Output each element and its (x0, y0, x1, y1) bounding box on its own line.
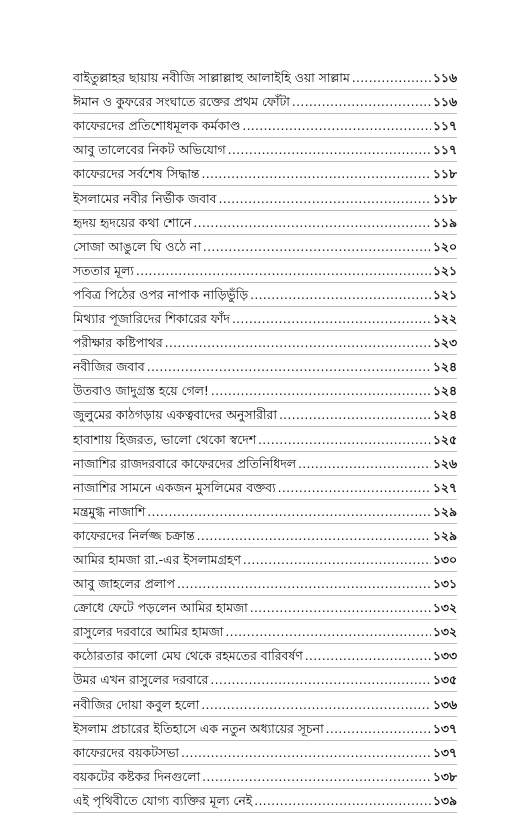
toc-entry-title: হৃদয় হৃদয়ের কথা শোনে (73, 214, 192, 230)
toc-leader-dots (250, 284, 431, 306)
toc-entry (73, 765, 457, 789)
toc-entry (73, 307, 457, 331)
toc-leader-dots (136, 260, 431, 282)
toc-entry (73, 741, 457, 765)
toc-entry (73, 789, 457, 813)
toc-entry-page: ১৩০ (432, 551, 457, 567)
toc-entry (73, 620, 457, 644)
toc-entry (73, 162, 457, 186)
toc-entry (73, 379, 457, 403)
toc-entry-page: ১২৯ (432, 527, 457, 543)
toc-entry (73, 452, 457, 476)
toc-leader-dots (243, 549, 431, 571)
toc-leader-dots (352, 67, 431, 89)
toc-entry-title: ইসলাম প্রচারের ইতিহাসে এক নতুন অধ্যায়ের সূচনা (73, 720, 324, 736)
toc-leader-dots (203, 236, 431, 258)
toc-leader-dots (258, 429, 431, 451)
toc-entry-page: ১৩৬ (432, 696, 457, 712)
toc-entry-page: ১৩৩ (432, 648, 457, 664)
toc-entry-title: বাইতুল্লাহর ছায়ায় নবীজি সাল্লাল্লাহু আলাইহি ওয়া সাল্লাম (73, 70, 350, 86)
toc-leader-dots (147, 501, 431, 523)
toc-leader-dots (147, 356, 431, 378)
toc-entry (73, 66, 457, 90)
toc-entry-page: ১২১ (432, 286, 457, 302)
toc-leader-dots (201, 163, 430, 185)
toc-entry-page: ১১৬ (432, 70, 457, 86)
toc-entry-page: ১২০ (432, 238, 457, 254)
toc-leader-dots (232, 308, 431, 330)
toc-entry (73, 524, 457, 548)
toc-entry (73, 235, 457, 259)
toc-entry-title: নবীজির দোয়া কবুল হলো (73, 696, 200, 712)
toc-entry-page: ১৩৭ (432, 720, 457, 736)
toc-leader-dots (177, 573, 431, 595)
toc-entry (73, 211, 457, 235)
toc-entry-page: ১২৪ (432, 383, 457, 399)
toc-entry-page: ১২৯ (432, 503, 457, 519)
toc-entry-title: কাফেরদের সর্বশেষ সিদ্ধান্ত (73, 166, 200, 182)
toc-entry-title: আমির হামজা রা.-এর ইসলামগ্রহণ (73, 551, 241, 567)
table-of-contents (73, 66, 457, 813)
toc-entry (73, 500, 457, 524)
toc-leader-dots (181, 742, 431, 764)
toc-leader-dots (210, 669, 431, 691)
toc-entry (73, 138, 457, 162)
toc-entry-title: মন্ত্রমুগ্ধ নাজাশি (73, 503, 146, 519)
toc-entry (73, 476, 457, 500)
toc-leader-dots (225, 621, 430, 643)
toc-entry-page: ১৩২ (432, 624, 457, 640)
toc-entry-page: ১২৩ (432, 335, 457, 351)
toc-entry-page: ১১৭ (432, 118, 457, 134)
toc-entry-page: ১২৬ (432, 455, 457, 471)
toc-entry-page: ১২১ (432, 262, 457, 278)
toc-entry (73, 331, 457, 355)
toc-entry-title: সোজা আঙুলে ঘি ওঠে না (73, 238, 201, 254)
toc-leader-dots (254, 790, 431, 812)
toc-entry-page: ১২৫ (432, 431, 457, 447)
toc-leader-dots (218, 188, 430, 210)
toc-entry-title: ঈমান ও কুফরের সংঘাতে রক্তের প্রথম ফোঁটা (73, 94, 290, 110)
toc-leader-dots (250, 597, 431, 619)
toc-leader-dots (201, 694, 431, 716)
toc-entry-title: কাফেরদের প্রতিশোধমূলক কর্মকাণ্ড (73, 118, 241, 134)
toc-leader-dots (279, 404, 431, 426)
toc-entry (73, 572, 457, 596)
toc-entry-page: ১৩৫ (432, 672, 457, 688)
toc-entry (73, 692, 457, 716)
toc-entry-page: ১২৪ (432, 407, 457, 423)
toc-entry (73, 186, 457, 210)
toc-entry-title: নাজাশির রাজদরবারে কাফেরদের প্রতিনিধিদল (73, 455, 296, 471)
toc-entry (73, 427, 457, 451)
toc-leader-dots (298, 453, 431, 475)
toc-entry-title: আবু জাহলের প্রলাপ (73, 576, 175, 592)
toc-leader-dots (228, 139, 431, 161)
toc-entry-page: ১৩৭ (432, 744, 457, 760)
toc-leader-dots (278, 477, 431, 499)
toc-leader-dots (197, 525, 431, 547)
toc-entry-page: ১২২ (432, 311, 457, 327)
toc-leader-dots (242, 115, 431, 137)
toc-entry (73, 717, 457, 741)
toc-entry-title: ইসলামের নবীর নির্ভীক জবাব (73, 190, 217, 206)
toc-entry-title: কঠোরতার কালো মেঘ থেকে রহমতের বারিবর্ষণ (73, 648, 303, 664)
toc-entry-title: রাসুলের দরবারে আমির হামজা (73, 624, 224, 640)
toc-entry (73, 403, 457, 427)
toc-entry-page: ১৩২ (432, 600, 457, 616)
toc-entry-page: ১১৮ (432, 190, 457, 206)
toc-entry-title: ক্রোধে ফেটে পড়লেন আমির হামজা (73, 600, 248, 616)
toc-entry-title: উমর এখন রাসুলের দরবারে (73, 672, 209, 688)
toc-entry-page: ১১৭ (432, 142, 457, 158)
toc-leader-dots (326, 718, 431, 740)
toc-entry-title: বয়কটের কষ্টকর দিনগুলো (73, 768, 201, 784)
toc-leader-dots (305, 645, 431, 667)
toc-entry (73, 355, 457, 379)
toc-entry-page: ১১৬ (432, 94, 457, 110)
toc-entry-page: ১৩১ (432, 576, 457, 592)
toc-entry-title: জুলুমের কাঠগড়ায় একত্ববাদের অনুসারীরা (73, 407, 277, 423)
toc-entry-title: নাজাশির সামনে একজন মুসলিমের বক্তব্য (73, 479, 276, 495)
toc-entry-title: কাফেরদের নির্লজ্জ চক্রান্ত (73, 527, 195, 543)
toc-entry-title: পবিত্র পিঠের ওপর নাপাক নাড়িভুঁড়ি (73, 286, 249, 302)
toc-entry (73, 548, 457, 572)
toc-entry-title: এই পৃথিবীতে যোগ্য ব্যক্তির মূল্য নেই (73, 792, 253, 808)
toc-entry (73, 259, 457, 283)
toc-leader-dots (193, 212, 431, 234)
toc-entry (73, 114, 457, 138)
toc-entry-title: সততার মূল্য (73, 262, 134, 278)
toc-leader-dots (292, 91, 431, 113)
toc-entry-title: পরীক্ষার কষ্টিপাথর (73, 335, 163, 351)
toc-entry (73, 644, 457, 668)
toc-leader-dots (211, 380, 431, 402)
toc-entry-title: উতবাও জাদুগ্রস্ত হয়ে গেল! (73, 383, 209, 399)
toc-entry-page: ১১৮ (432, 166, 457, 182)
toc-entry-page: ১৩৮ (432, 768, 457, 784)
toc-leader-dots (202, 766, 431, 788)
toc-entry-page: ১২৪ (432, 359, 457, 375)
toc-entry (73, 283, 457, 307)
toc-entry-page: ১১৯ (432, 214, 457, 230)
toc-entry-title: কাফেরদের বয়কটসভা (73, 744, 179, 760)
toc-entry (73, 90, 457, 114)
toc-entry-title: নবীজির জবাব (73, 359, 145, 375)
toc-entry (73, 596, 457, 620)
toc-entry-page: ১৩৯ (432, 792, 457, 808)
toc-entry-title: আবু তালেবের নিকট অভিযোগ (73, 142, 226, 158)
toc-entry-title: হাবাশায় হিজরত, ভালো থেকো স্বদেশ (73, 431, 257, 447)
toc-leader-dots (165, 332, 431, 354)
toc-entry-title: মিথ্যার পূজারিদের শিকারের ফাঁদ (73, 311, 230, 327)
toc-entry (73, 668, 457, 692)
toc-entry-page: ১২৭ (432, 479, 457, 495)
